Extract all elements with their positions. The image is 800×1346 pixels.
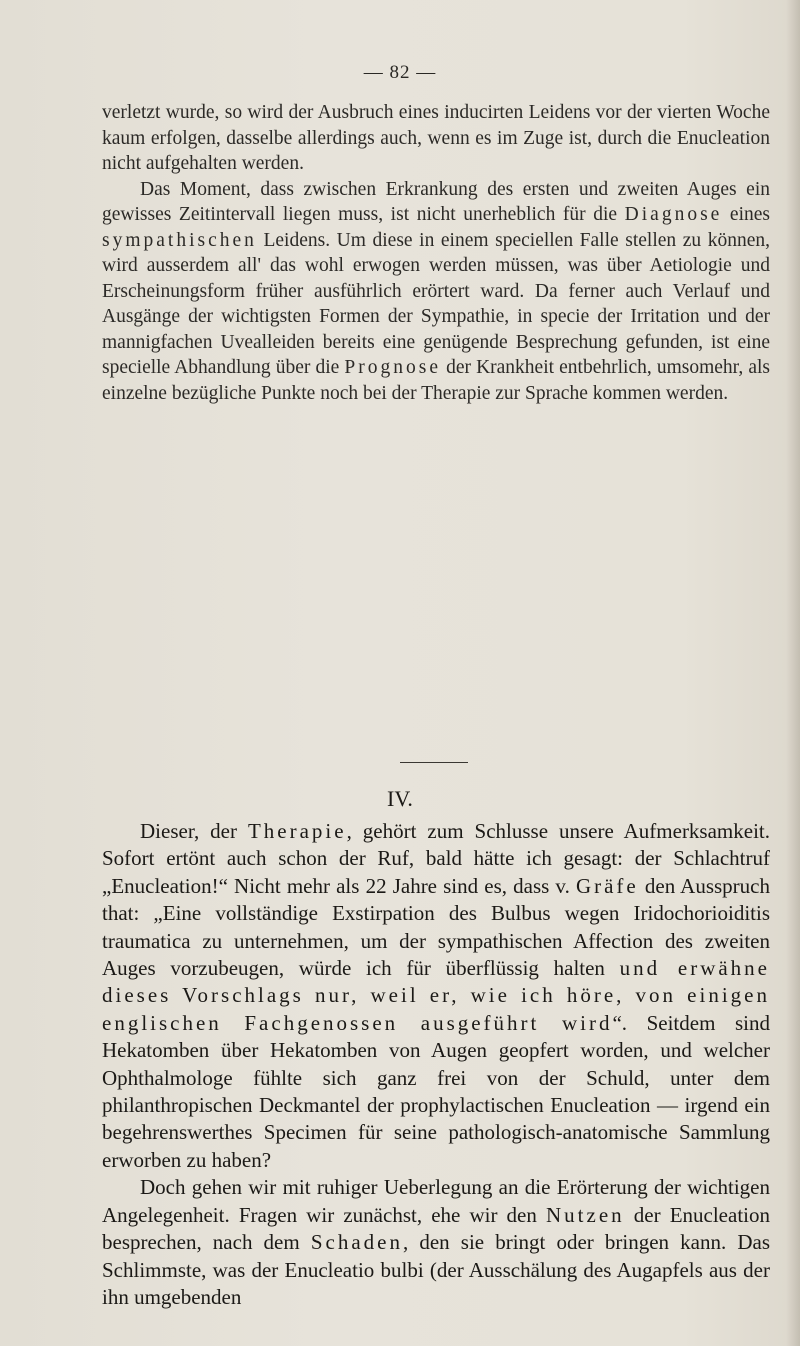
spaced-term-nutzen: Nutzen (546, 1202, 625, 1227)
text-span: Dieser, der (140, 819, 248, 843)
text-span: eines (722, 204, 770, 225)
paragraph-nutzen (102, 1174, 770, 1311)
spaced-term-diagnose: Diagnose (624, 204, 723, 225)
page-edge-shadow (786, 0, 800, 1346)
text-span: “. Seitdem sind Hekatomben über Hekatomben von Augen geopfert worden, und welcher Ophthalmologe fühlte sich ganz frei von der Schuld, unter dem philanthropischen Deckmantel der prophylactischen Enucleation — irgend ein begehrenswerthes Specimen für seine pathologisch-anatomische Sammlung erworben zu haben? (102, 1010, 770, 1172)
paragraph-therapie (102, 818, 770, 1174)
text-span: , den sie bringt oder bringen kann. Das Schlimmste, was der Enucleatio bulbi (der Ausschälung des Augapfels aus der ihn umgebenden (102, 1230, 770, 1309)
spaced-term-sympathischen: sympathischen (102, 229, 257, 251)
text-span: der Krankheit entbehrlich, umsomehr, als einzelne bezügliche Punkte noch bei der Therapie zur Sprache kommen werden. (102, 357, 770, 404)
text-span: Doch gehen wir mit ruhiger Ueberlegung an die Erörterung der wichtigen Angelegenheit. Fragen wir zunächst, ehe wir den (102, 1175, 770, 1227)
spaced-term-graefe: Gräfe (575, 873, 639, 898)
text-span: den Ausspruch that: „Eine vollständige Exstirpation des Bulbus wegen Iridochorioiditis traumatica zu unternehmen, um der sympathischen Affection des zweiten Auges vorzubeugen, würde ich für überflüssig halten (102, 873, 770, 981)
text-span: , gehört zum Schlusse unsere Aufmerksamkeit. Sofort ertönt auch schon der Ruf, bald hätte ich gesagt: der Schlachtruf „Enucleation!“ Nicht mehr als 22 Jahre sind es, dass v. (102, 819, 771, 898)
spaced-term-prognose: Prognose (344, 357, 441, 378)
text-span: Das Moment, dass zwischen Erkrankung des ersten und zweiten Auges ein gewisses Zeitintervall liegen muss, ist nicht unerheblich für die (102, 178, 770, 225)
section-heading: IV. (387, 786, 413, 811)
text-span: der Enucleation besprechen, nach dem (102, 1202, 770, 1255)
section-divider (400, 762, 468, 763)
paragraph-continuation (102, 100, 770, 177)
paragraph-diagnose (102, 177, 770, 407)
spaced-term-schaden: Schaden (310, 1230, 403, 1255)
page-number: — 82 — (363, 62, 437, 83)
spaced-term-therapie: Therapie (247, 819, 347, 843)
top-text-block (102, 100, 770, 406)
main-text-block (102, 818, 770, 1311)
spaced-quote-emphasis: und erwähne dieses Vorschlags nur, weil er, wie ich höre, von einigen englischen Fachgenossen ausgeführt wird (102, 956, 770, 1035)
text-span: Leidens. Um diese in einem speciellen Falle stellen zu können, wird ausserdem all' das wohl erwogen werden müssen, was über Aetiologie und Erscheinungsform früher ausführlich erörtert ward. Da ferner auch Verlauf und Ausgänge der wichtigsten Formen der Sympathie, in specie der Irritation und der mannigfachen Uvealleiden bereits eine genügende Besprechung gefunden, ist eine specielle Abhandlung über die (102, 229, 770, 378)
text-span: verletzt wurde, so wird der Ausbruch eines inducirten Leidens vor der vierten Woche kaum erfolgen, dasselbe allerdings auch, wenn es im Zuge ist, durch die Enucleation nicht aufgehalten werden. (102, 102, 770, 174)
